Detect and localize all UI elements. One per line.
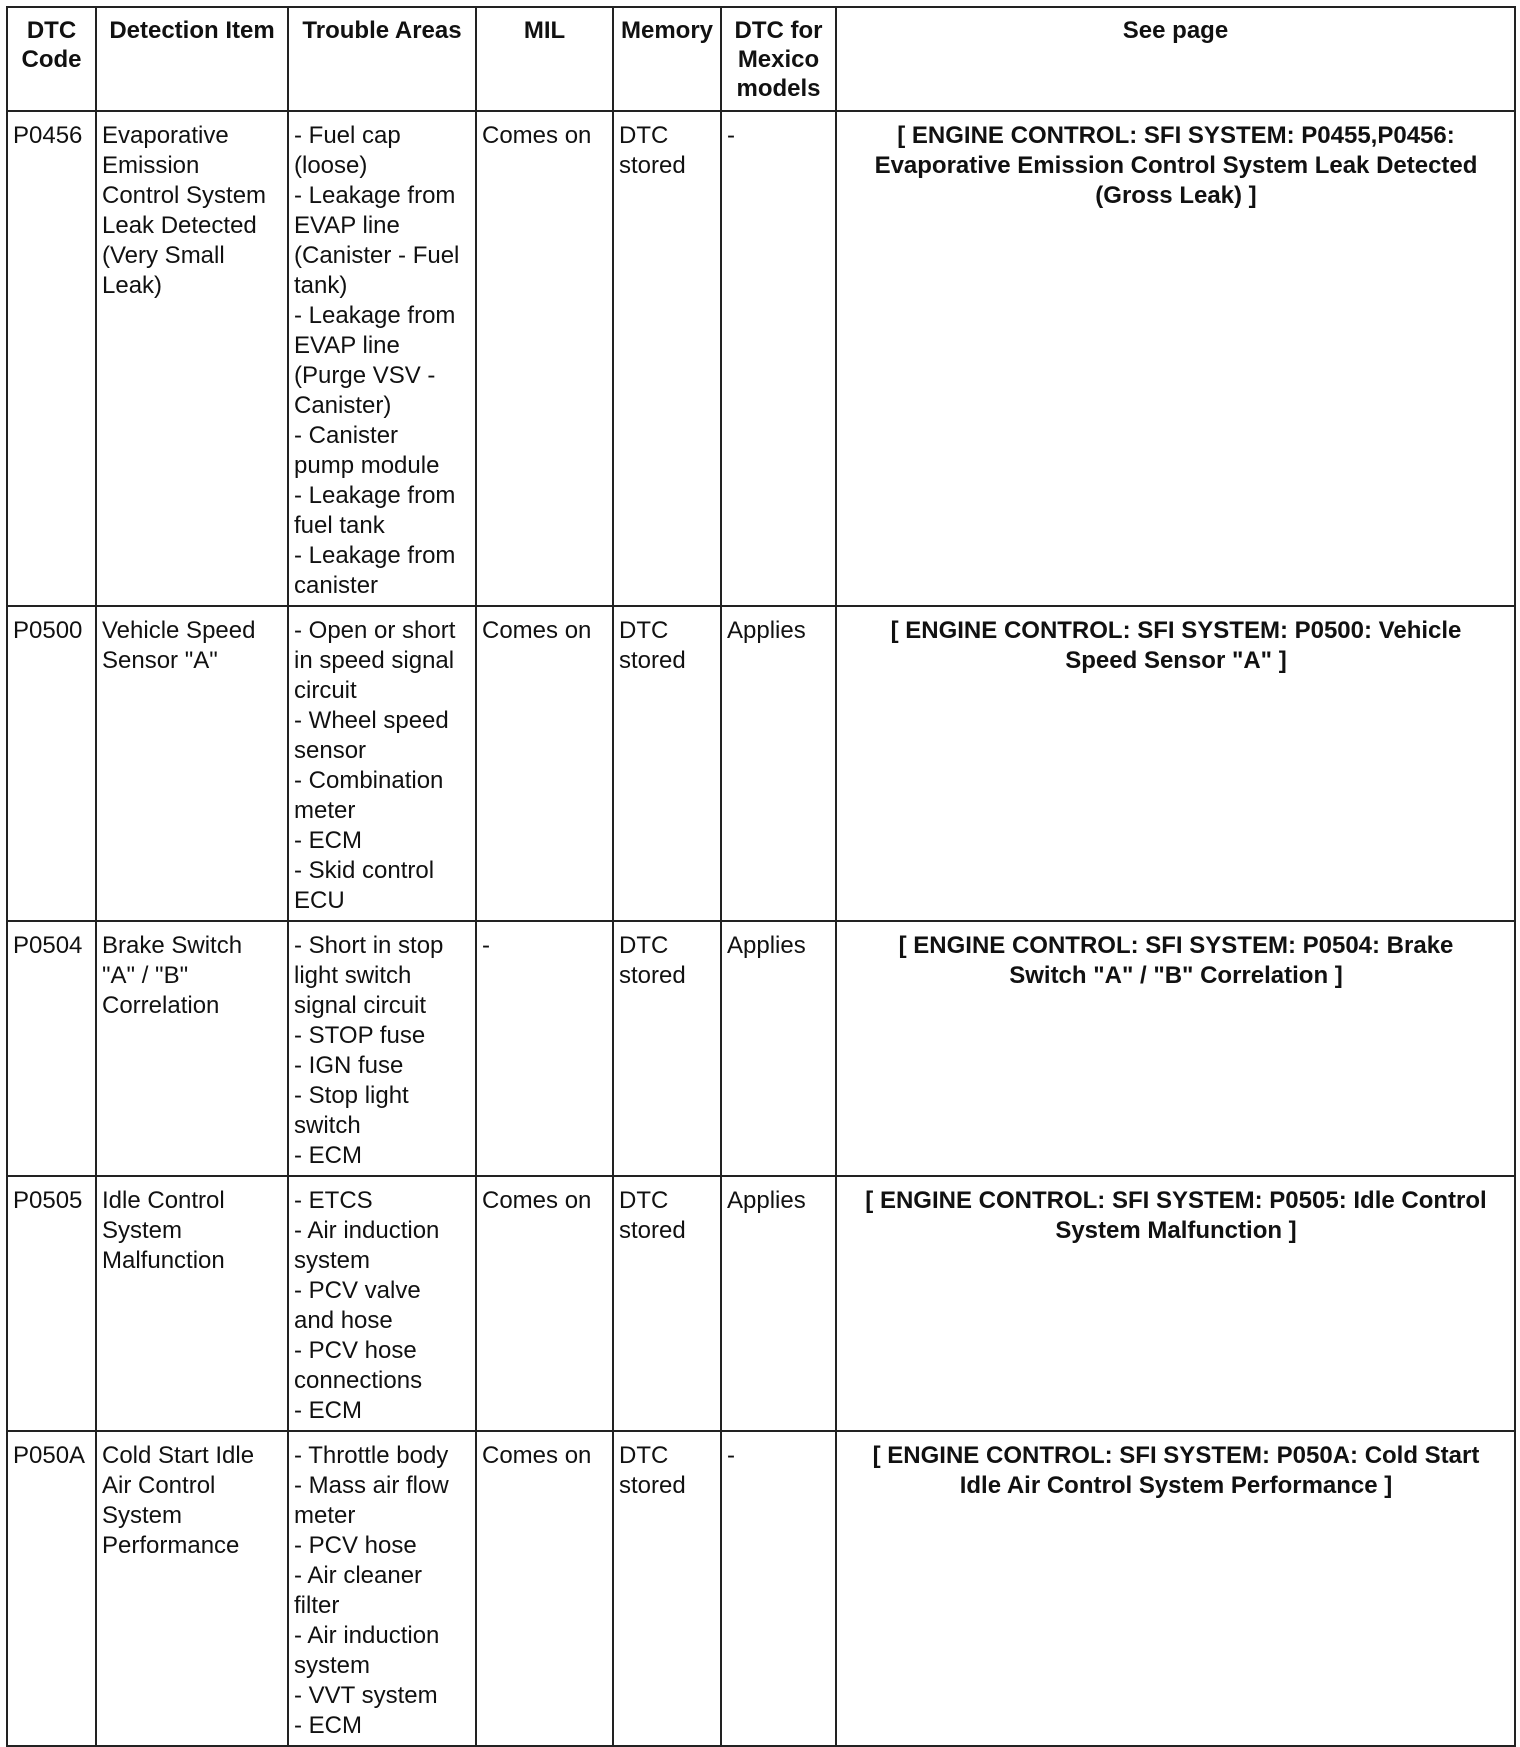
see-page-cell (836, 1176, 1515, 1431)
detection-item-cell-line: Evaporative (102, 122, 229, 149)
mexico-cell (721, 606, 836, 921)
mexico-cell (721, 921, 836, 1176)
detection-item-cell-line: Emission (102, 152, 200, 179)
trouble-areas-cell (288, 606, 476, 921)
trouble-areas-cell-line: - ECM (294, 1397, 362, 1424)
see-page-cell (836, 1431, 1515, 1746)
dtc-code-cell (7, 1176, 96, 1431)
dtc-code-cell (7, 606, 96, 921)
trouble-areas-cell-line: - PCV hose (294, 1532, 417, 1559)
trouble-areas-cell-line: - Air cleaner (294, 1562, 423, 1589)
header-see-page (836, 7, 1515, 111)
header-text: Trouble Areas (302, 17, 462, 44)
table-header (7, 7, 1515, 111)
mil-cell-text: Comes on (482, 1442, 592, 1469)
mil-cell-text: Comes on (482, 617, 592, 644)
trouble-areas-cell-line: circuit (294, 677, 357, 704)
trouble-areas-cell (288, 1431, 476, 1746)
header-text: See page (1122, 17, 1229, 44)
see-page-cell-line: [ ENGINE CONTROL: SFI SYSTEM: P0500: Vehicle (890, 617, 1462, 644)
trouble-areas-cell-line: - Wheel speed (294, 707, 449, 734)
header-detection-item (96, 7, 288, 111)
memory-cell (613, 111, 721, 606)
trouble-areas-cell-line: Canister) (294, 392, 392, 419)
header-text: DTC for (734, 17, 823, 44)
memory-cell-line: DTC (619, 1442, 669, 1469)
mil-cell (476, 921, 613, 1176)
detection-item-cell-line: Leak) (102, 272, 163, 299)
trouble-areas-cell-line: - ECM (294, 1712, 362, 1739)
trouble-areas-cell-line: - Fuel cap (294, 122, 401, 149)
mexico-cell-text: - (727, 1442, 735, 1469)
trouble-areas-cell (288, 111, 476, 606)
header-memory (613, 7, 721, 111)
dtc-code-cell-text: P050A (13, 1442, 86, 1469)
detection-item-cell-line: "A" / "B" (102, 962, 189, 989)
see-page-cell-line: Switch "A" / "B" Correlation ] (1009, 962, 1343, 989)
detection-item-cell-line: Cold Start Idle (102, 1442, 255, 1469)
detection-item-cell (96, 111, 288, 606)
table-body (7, 111, 1515, 1746)
trouble-areas-cell-line: - Leakage from (294, 482, 456, 509)
trouble-areas-cell-line: meter (294, 1502, 356, 1529)
mil-cell-text: - (482, 932, 490, 959)
mexico-cell (721, 111, 836, 606)
trouble-areas-cell-line: meter (294, 797, 356, 824)
detection-item-cell-line: Control System (102, 182, 267, 209)
trouble-areas-cell-line: - Canister (294, 422, 399, 449)
memory-cell-line: stored (619, 647, 686, 674)
trouble-areas-cell-line: - Air induction (294, 1622, 440, 1649)
trouble-areas-cell-line: - IGN fuse (294, 1052, 404, 1079)
detection-item-cell-line: Correlation (102, 992, 220, 1019)
trouble-areas-cell-line: tank) (294, 272, 348, 299)
trouble-areas-cell-line: - ECM (294, 1142, 362, 1169)
trouble-areas-cell-line: - Air induction (294, 1217, 440, 1244)
detection-item-cell-line: System (102, 1217, 183, 1244)
trouble-areas-cell-line: EVAP line (294, 332, 400, 359)
header-text: MIL (523, 17, 566, 44)
dtc-table (6, 6, 1516, 1747)
see-page-cell-line: [ ENGINE CONTROL: SFI SYSTEM: P0455,P0456: (897, 122, 1455, 149)
trouble-areas-cell-line: EVAP line (294, 212, 400, 239)
trouble-areas-cell-line: fuel tank (294, 512, 385, 539)
memory-cell-line: stored (619, 962, 686, 989)
mexico-cell-text: - (727, 122, 735, 149)
trouble-areas-cell-line: - Open or short (294, 617, 456, 644)
memory-cell-line: DTC (619, 122, 669, 149)
trouble-areas-cell-line: filter (294, 1592, 340, 1619)
mexico-cell (721, 1176, 836, 1431)
table-row (7, 921, 1515, 1176)
dtc-code-cell-text: P0505 (13, 1187, 83, 1214)
table-row (7, 606, 1515, 921)
trouble-areas-cell-line: - ECM (294, 827, 362, 854)
detection-item-cell (96, 921, 288, 1176)
memory-cell-line: stored (619, 1472, 686, 1499)
header-text: Code (21, 46, 82, 73)
trouble-areas-cell-line: - Skid control (294, 857, 435, 884)
detection-item-cell (96, 1431, 288, 1746)
trouble-areas-cell-line: - VVT system (294, 1682, 438, 1709)
mexico-cell-text: Applies (727, 617, 806, 644)
table-row (7, 1431, 1515, 1746)
memory-cell-line: DTC (619, 932, 669, 959)
see-page-cell (836, 921, 1515, 1176)
trouble-areas-cell-line: system (294, 1247, 371, 1274)
mexico-cell-text: Applies (727, 932, 806, 959)
detection-item-cell-line: Air Control (102, 1472, 216, 1499)
see-page-cell (836, 111, 1515, 606)
trouble-areas-cell-line: switch (294, 1112, 361, 1139)
detection-item-cell-line: Brake Switch (102, 932, 243, 959)
header-trouble-areas (288, 7, 476, 111)
dtc-code-cell (7, 1431, 96, 1746)
trouble-areas-cell (288, 1176, 476, 1431)
see-page-cell (836, 606, 1515, 921)
dtc-code-cell-text: P0500 (13, 617, 83, 644)
memory-cell-line: DTC (619, 1187, 669, 1214)
header-text: DTC (26, 17, 77, 44)
trouble-areas-cell-line: (Purge VSV - (294, 362, 436, 389)
dtc-code-cell-text: P0504 (13, 932, 83, 959)
detection-item-cell-line: Leak Detected (102, 212, 257, 239)
trouble-areas-cell-line: - STOP fuse (294, 1022, 426, 1049)
see-page-cell-line: [ ENGINE CONTROL: SFI SYSTEM: P0504: Brake (898, 932, 1454, 959)
detection-item-cell-line: Malfunction (102, 1247, 225, 1274)
trouble-areas-cell-line: sensor (294, 737, 367, 764)
detection-item-cell-line: System (102, 1502, 183, 1529)
mil-cell (476, 606, 613, 921)
memory-cell (613, 1176, 721, 1431)
mil-cell-text: Comes on (482, 1187, 592, 1214)
see-page-cell-line: Speed Sensor "A" ] (1065, 647, 1287, 674)
trouble-areas-cell-line: - Short in stop (294, 932, 444, 959)
trouble-areas-cell-line: - Leakage from (294, 302, 456, 329)
mexico-cell (721, 1431, 836, 1746)
mil-cell (476, 111, 613, 606)
detection-item-cell (96, 1176, 288, 1431)
see-page-cell-line: Evaporative Emission Control System Leak Detected (874, 152, 1478, 179)
header-mil (476, 7, 613, 111)
detection-item-cell-line: Performance (102, 1532, 240, 1559)
trouble-areas-cell (288, 921, 476, 1176)
dtc-code-cell-text: P0456 (13, 122, 83, 149)
trouble-areas-cell-line: - Mass air flow (294, 1472, 449, 1499)
detection-item-cell (96, 606, 288, 921)
memory-cell-line: stored (619, 152, 686, 179)
header-text: Mexico (737, 46, 820, 73)
memory-cell-line: DTC (619, 617, 669, 644)
detection-item-cell-line: Vehicle Speed (102, 617, 256, 644)
trouble-areas-cell-line: - Combination (294, 767, 444, 794)
trouble-areas-cell-line: - Leakage from (294, 182, 456, 209)
detection-item-cell-line: (Very Small (102, 242, 225, 269)
trouble-areas-cell-line: - ETCS (294, 1187, 373, 1214)
dtc-code-cell (7, 921, 96, 1176)
mil-cell (476, 1431, 613, 1746)
trouble-areas-cell-line: (Canister - Fuel (294, 242, 460, 269)
mil-cell (476, 1176, 613, 1431)
trouble-areas-cell-line: - PCV hose (294, 1337, 417, 1364)
header-row (7, 7, 1515, 111)
trouble-areas-cell-line: ECU (294, 887, 345, 914)
trouble-areas-cell-line: pump module (294, 452, 440, 479)
trouble-areas-cell-line: (loose) (294, 152, 368, 179)
see-page-cell-line: [ ENGINE CONTROL: SFI SYSTEM: P0505: Idle Control (865, 1187, 1487, 1214)
trouble-areas-cell-line: - Leakage from (294, 542, 456, 569)
memory-cell (613, 1431, 721, 1746)
trouble-areas-cell-line: and hose (294, 1307, 393, 1334)
mexico-cell-text: Applies (727, 1187, 806, 1214)
trouble-areas-cell-line: light switch (294, 962, 412, 989)
trouble-areas-cell-line: - PCV valve (294, 1277, 421, 1304)
see-page-cell-line: Idle Air Control System Performance ] (959, 1472, 1393, 1499)
memory-cell (613, 921, 721, 1176)
memory-cell-line: stored (619, 1217, 686, 1244)
header-dtc-mexico (721, 7, 836, 111)
memory-cell (613, 606, 721, 921)
detection-item-cell-line: Sensor "A" (102, 647, 218, 674)
dtc-code-cell (7, 111, 96, 606)
table-row (7, 111, 1515, 606)
header-text: models (736, 75, 821, 102)
header-dtc-code (7, 7, 96, 111)
header-text: Memory (620, 17, 714, 44)
see-page-cell-line: (Gross Leak) ] (1095, 182, 1257, 209)
header-text: Detection Item (109, 17, 275, 44)
see-page-cell-line: [ ENGINE CONTROL: SFI SYSTEM: P050A: Cold Start (872, 1442, 1480, 1469)
trouble-areas-cell-line: canister (294, 572, 379, 599)
mil-cell-text: Comes on (482, 122, 592, 149)
table-row (7, 1176, 1515, 1431)
trouble-areas-cell-line: system (294, 1652, 371, 1679)
trouble-areas-cell-line: - Throttle body (294, 1442, 449, 1469)
see-page-cell-line: System Malfunction ] (1055, 1217, 1297, 1244)
trouble-areas-cell-line: - Stop light (294, 1082, 409, 1109)
detection-item-cell-line: Idle Control (102, 1187, 225, 1214)
trouble-areas-cell-line: in speed signal (294, 647, 455, 674)
trouble-areas-cell-line: signal circuit (294, 992, 427, 1019)
trouble-areas-cell-line: connections (294, 1367, 423, 1394)
